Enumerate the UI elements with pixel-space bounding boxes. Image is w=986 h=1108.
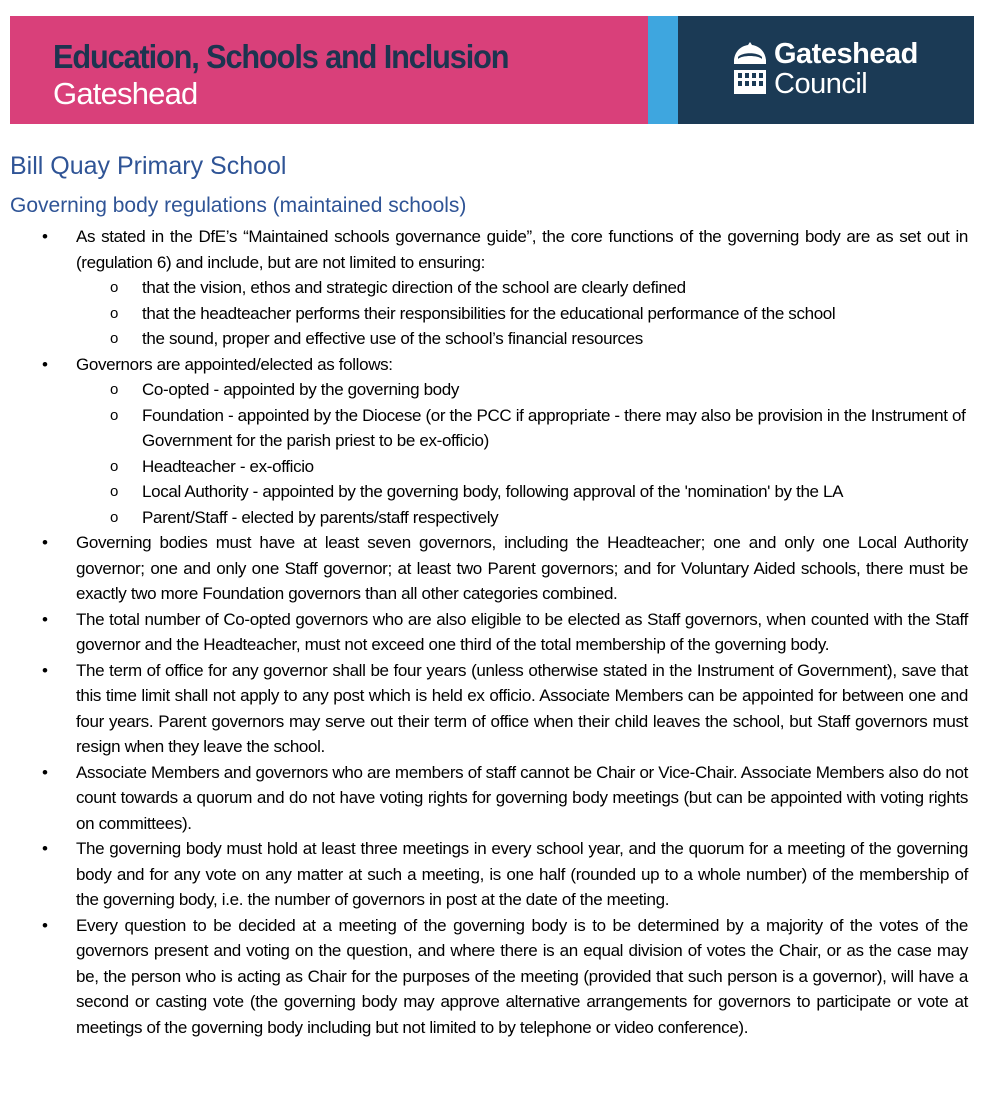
bullet-icon: • bbox=[42, 227, 48, 246]
banner-subtitle: Gateshead bbox=[53, 76, 198, 111]
sub-list-item bbox=[76, 377, 968, 403]
sub-list-item bbox=[76, 505, 968, 531]
list-item-text: The term of office for any governor shall be four years (unless otherwise stated in the Instrument of Government), save that this time limit shall not apply to any post which is held ex officio. Associate Members can be appointed for between one and four years. Parent governors may serve out their term of office when their child leaves the school, but Staff governors must resign when they leave the school. bbox=[76, 660, 968, 756]
sub-list-item-text: Foundation - appointed by the Diocese (or the PCC if appropriate - there may also be provision in the Instrument of Government for the parish priest to be ex-officio) bbox=[142, 405, 966, 450]
circle-bullet-icon: o bbox=[110, 457, 118, 475]
list-item bbox=[0, 913, 986, 1041]
list-item-text: Associate Members and governors who are members of staff cannot be Chair or Vice-Chair. Associate Members also do not count towards a quorum and do not have voting rights for governing body meetings (but can be appointed with voting rights on committees). bbox=[76, 762, 968, 833]
circle-bullet-icon: o bbox=[110, 381, 118, 398]
list-item bbox=[0, 530, 986, 607]
header-banner bbox=[10, 16, 974, 124]
list-item bbox=[0, 836, 986, 913]
bullet-icon: • bbox=[42, 354, 48, 374]
sub-list-item-text: that the headteacher performs their responsibilities for the educational performance of the school bbox=[142, 303, 836, 323]
sub-list-item bbox=[76, 301, 968, 327]
circle-bullet-icon: o bbox=[110, 279, 118, 296]
list-item-text: As stated in the DfE’s “Maintained schools governance guide”, the core functions of the governing body are as set out in (regulation 6) and include, but are not limited to ensuring: bbox=[76, 227, 968, 272]
circle-bullet-icon: o bbox=[110, 330, 118, 347]
sub-list-item-text: Local Authority - appointed by the governing body, following approval of the 'nomination' by the LA bbox=[142, 482, 844, 501]
bullet-icon: • bbox=[42, 533, 48, 552]
circle-bullet-icon: o bbox=[110, 483, 118, 500]
bullet-icon: • bbox=[42, 839, 48, 858]
sub-list-item-text: that the vision, ethos and strategic direction of the school are clearly defined bbox=[142, 278, 686, 297]
bullet-icon: • bbox=[42, 609, 48, 629]
list-item bbox=[0, 760, 986, 837]
sub-list-item-text: the sound, proper and effective use of the school’s financial resources bbox=[142, 329, 643, 348]
list-item-text: Governors are appointed/elected as follows: bbox=[76, 354, 393, 374]
sub-list-item bbox=[76, 454, 968, 480]
bullet-icon: • bbox=[42, 915, 48, 935]
council-logo bbox=[678, 16, 974, 124]
list-item bbox=[0, 607, 986, 658]
list-item-text: Governing bodies must have at least seven governors, including the Headteacher; one and only one Local Authority governor; one and only one Staff governor; at least two Parent governors; and for Voluntary Aided schools, there must be exactly two more Foundation governors than all other categories combined. bbox=[76, 533, 968, 603]
section-heading: Governing body regulations (maintained schools) bbox=[10, 194, 467, 217]
circle-bullet-icon: o bbox=[110, 304, 118, 322]
banner-title: Education, Schools and Inclusion bbox=[53, 38, 509, 75]
gateshead-civic-building-icon bbox=[732, 40, 768, 98]
logo-text-council: Council bbox=[774, 68, 868, 100]
banner-title-panel bbox=[10, 16, 648, 124]
sub-list-item-text: Headteacher - ex-officio bbox=[142, 456, 314, 476]
page-title: Bill Quay Primary School bbox=[10, 152, 287, 180]
sub-list-item bbox=[76, 275, 968, 301]
list-item-text: The governing body must hold at least three meetings in every school year, and the quorum for a meeting of the governing body and for any vote on any matter at such a meeting, is one half (rounded up to a whole number) of the membership of the governing body, i.e. the number of governors in post at the date of the meeting. bbox=[76, 839, 968, 909]
logo-text-gateshead: Gateshead bbox=[774, 38, 918, 70]
list-item bbox=[0, 658, 986, 760]
bullet-icon: • bbox=[42, 762, 48, 782]
sub-list-item bbox=[76, 479, 968, 505]
sub-list-item-text: Parent/Staff - elected by parents/staff respectively bbox=[142, 507, 499, 527]
sub-list-item-text: Co-opted - appointed by the governing body bbox=[142, 380, 460, 399]
list-item bbox=[0, 352, 986, 531]
list-item-text: Every question to be decided at a meeting of the governing body is to be determined by a majority of the votes of the governors present and voting on the question, and where there is an equal division of votes the Chair, or as the case may be, the person who is acting as Chair for the purposes of the meeting (provided that such person is a governor), will have a second or casting vote (the governing body may approve alternative arrangements for governors to participate or vote at meetings of the governing body including but not limited to by telephone or video conference). bbox=[76, 915, 968, 1037]
sublist bbox=[76, 275, 968, 352]
bullet-icon: • bbox=[42, 660, 48, 680]
regulations-list bbox=[0, 224, 986, 1040]
circle-bullet-icon: o bbox=[110, 406, 118, 424]
sublist bbox=[76, 377, 968, 530]
list-item-text: The total number of Co-opted governors who are also eligible to be elected as Staff governors, when counted with the Staff governor and the Headteacher, must not exceed one third of the total membership of the governing body. bbox=[76, 609, 968, 654]
list-item bbox=[0, 224, 986, 352]
sub-list-item bbox=[76, 403, 968, 454]
circle-bullet-icon: o bbox=[110, 508, 118, 526]
banner-accent-stripe bbox=[648, 16, 678, 124]
sub-list-item bbox=[76, 326, 968, 352]
